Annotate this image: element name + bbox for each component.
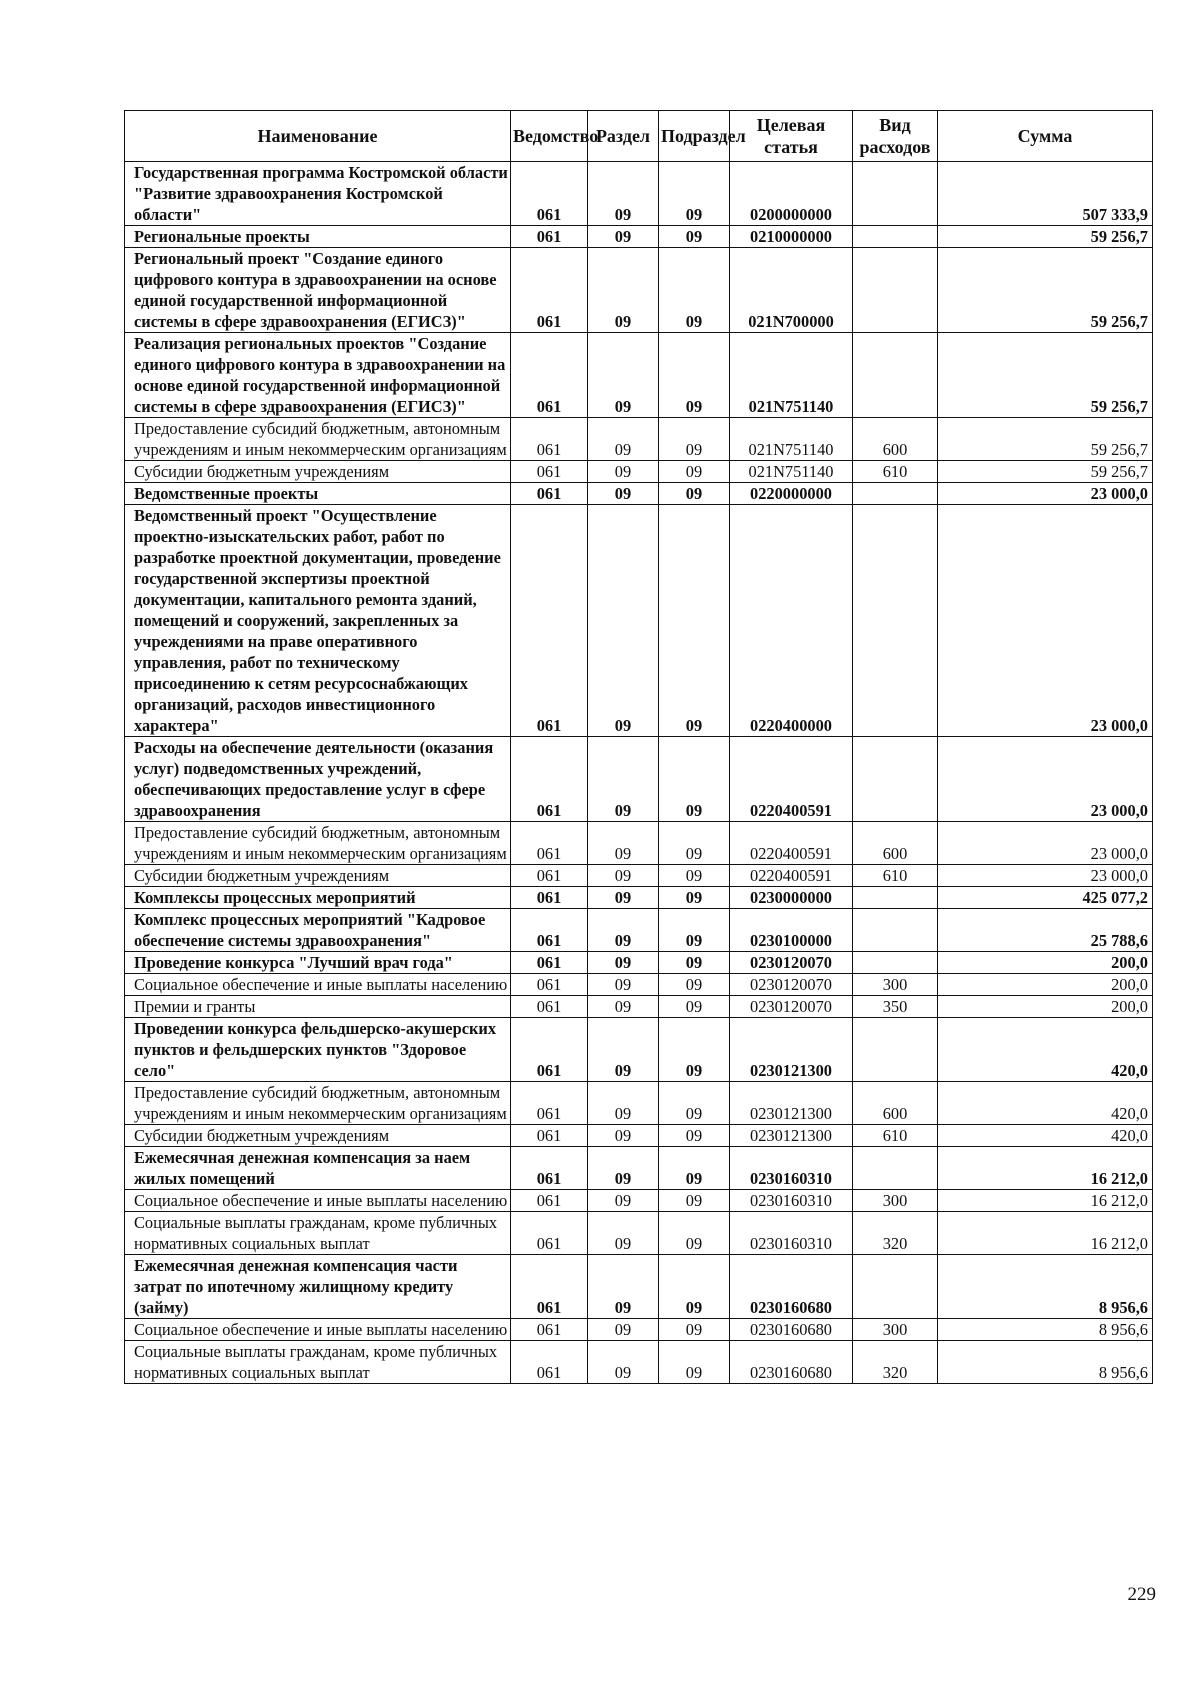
cell-section: 09	[588, 1190, 659, 1212]
cell-sum: 59 256,7	[938, 333, 1153, 418]
cell-name: Комплексы процессных мероприятий	[125, 887, 511, 909]
cell-section: 09	[588, 162, 659, 226]
cell-type	[853, 737, 938, 822]
cell-dept: 061	[511, 1319, 588, 1341]
cell-dept: 061	[511, 1082, 588, 1125]
cell-sum: 59 256,7	[938, 248, 1153, 333]
cell-type	[853, 333, 938, 418]
cell-name: Субсидии бюджетным учреждениям	[125, 461, 511, 483]
cell-target: 0230160310	[730, 1212, 853, 1255]
cell-name: Ежемесячная денежная компенсация за наем жилых помещений	[125, 1147, 511, 1190]
cell-sum: 8 956,6	[938, 1319, 1153, 1341]
cell-section: 09	[588, 865, 659, 887]
cell-dept: 061	[511, 737, 588, 822]
cell-sum: 23 000,0	[938, 822, 1153, 865]
cell-sum: 16 212,0	[938, 1147, 1153, 1190]
cell-target: 0210000000	[730, 226, 853, 248]
cell-target: 0230100000	[730, 909, 853, 952]
cell-dept: 061	[511, 887, 588, 909]
header-type: Вид расходов	[853, 111, 938, 162]
table-row	[125, 483, 1153, 505]
cell-target: 0230121300	[730, 1082, 853, 1125]
cell-target: 0230121300	[730, 1125, 853, 1147]
cell-dept: 061	[511, 1125, 588, 1147]
cell-subsection: 09	[659, 483, 730, 505]
cell-target: 0200000000	[730, 162, 853, 226]
cell-name: Социальное обеспечение и иные выплаты населению	[125, 974, 511, 996]
cell-sum: 16 212,0	[938, 1212, 1153, 1255]
cell-dept: 061	[511, 162, 588, 226]
cell-sum: 59 256,7	[938, 226, 1153, 248]
cell-name: Региональные проекты	[125, 226, 511, 248]
cell-dept: 061	[511, 1255, 588, 1319]
cell-subsection: 09	[659, 952, 730, 974]
header-target: Целевая статья	[730, 111, 853, 162]
cell-dept: 061	[511, 952, 588, 974]
cell-section: 09	[588, 1319, 659, 1341]
cell-dept: 061	[511, 461, 588, 483]
cell-subsection: 09	[659, 505, 730, 737]
cell-section: 09	[588, 226, 659, 248]
cell-section: 09	[588, 887, 659, 909]
cell-target: 0230160310	[730, 1190, 853, 1212]
table-row	[125, 461, 1153, 483]
cell-name: Социальные выплаты гражданам, кроме публичных нормативных социальных выплат	[125, 1341, 511, 1384]
table-row	[125, 162, 1153, 226]
cell-section: 09	[588, 1341, 659, 1384]
table-row	[125, 865, 1153, 887]
cell-subsection: 09	[659, 974, 730, 996]
cell-name: Проведение конкурса "Лучший врач года"	[125, 952, 511, 974]
cell-section: 09	[588, 1147, 659, 1190]
cell-dept: 061	[511, 1147, 588, 1190]
cell-sum: 507 333,9	[938, 162, 1153, 226]
cell-subsection: 09	[659, 333, 730, 418]
cell-dept: 061	[511, 996, 588, 1018]
cell-type: 600	[853, 822, 938, 865]
cell-section: 09	[588, 1212, 659, 1255]
budget-table	[124, 110, 1153, 1384]
cell-type	[853, 226, 938, 248]
cell-dept: 061	[511, 226, 588, 248]
cell-dept: 061	[511, 909, 588, 952]
cell-target: 0230121300	[730, 1018, 853, 1082]
cell-sum: 420,0	[938, 1125, 1153, 1147]
table-row	[125, 1341, 1153, 1384]
cell-subsection: 09	[659, 865, 730, 887]
header-dept: Ведомство	[511, 111, 588, 162]
cell-target: 0230120070	[730, 996, 853, 1018]
header-subsection: Подраздел	[659, 111, 730, 162]
cell-dept: 061	[511, 1190, 588, 1212]
cell-sum: 200,0	[938, 974, 1153, 996]
cell-subsection: 09	[659, 1082, 730, 1125]
cell-section: 09	[588, 974, 659, 996]
cell-type: 300	[853, 1190, 938, 1212]
cell-sum: 25 788,6	[938, 909, 1153, 952]
table-row	[125, 1255, 1153, 1319]
cell-section: 09	[588, 909, 659, 952]
cell-name: Реализация региональных проектов "Создание единого цифрового контура в здравоохранении на основе единой государственной информационной системы в сфере здравоохранения (ЕГИСЗ)"	[125, 333, 511, 418]
cell-section: 09	[588, 248, 659, 333]
cell-name: Субсидии бюджетным учреждениям	[125, 1125, 511, 1147]
cell-section: 09	[588, 1082, 659, 1125]
cell-section: 09	[588, 1255, 659, 1319]
cell-subsection: 09	[659, 1341, 730, 1384]
cell-section: 09	[588, 737, 659, 822]
cell-sum: 23 000,0	[938, 737, 1153, 822]
cell-type: 320	[853, 1212, 938, 1255]
cell-type	[853, 162, 938, 226]
table-row	[125, 909, 1153, 952]
cell-target: 021N751140	[730, 461, 853, 483]
cell-name: Предоставление субсидий бюджетным, автономным учреждениям и иным некоммерческим организациям	[125, 418, 511, 461]
cell-dept: 061	[511, 248, 588, 333]
table-row	[125, 737, 1153, 822]
table-row	[125, 996, 1153, 1018]
cell-type	[853, 1147, 938, 1190]
cell-dept: 061	[511, 483, 588, 505]
table-row	[125, 1082, 1153, 1125]
cell-sum: 59 256,7	[938, 418, 1153, 461]
cell-sum: 200,0	[938, 952, 1153, 974]
cell-name: Ведомственный проект "Осуществление проектно-изыскательских работ, работ по разработке проектной документации, проведение государственной экспертизы проектной документации, капитального ремонта зданий, помещений и сооружений, закрепленных за учреждениями на праве оперативного управления, работ по техническому присоединению к сетям ресурсоснабжающих организаций, расходов инвестиционного характера"	[125, 505, 511, 737]
cell-dept: 061	[511, 822, 588, 865]
cell-section: 09	[588, 996, 659, 1018]
cell-dept: 061	[511, 974, 588, 996]
cell-name: Субсидии бюджетным учреждениям	[125, 865, 511, 887]
cell-type	[853, 505, 938, 737]
cell-name: Социальное обеспечение и иные выплаты населению	[125, 1319, 511, 1341]
cell-subsection: 09	[659, 1319, 730, 1341]
cell-subsection: 09	[659, 418, 730, 461]
cell-subsection: 09	[659, 887, 730, 909]
header-sum: Сумма	[938, 111, 1153, 162]
cell-section: 09	[588, 952, 659, 974]
cell-type: 610	[853, 461, 938, 483]
cell-name: Социальные выплаты гражданам, кроме публичных нормативных социальных выплат	[125, 1212, 511, 1255]
cell-subsection: 09	[659, 1212, 730, 1255]
cell-sum: 23 000,0	[938, 505, 1153, 737]
table-row	[125, 418, 1153, 461]
cell-target: 0230000000	[730, 887, 853, 909]
table-row	[125, 1147, 1153, 1190]
cell-subsection: 09	[659, 1125, 730, 1147]
cell-type: 300	[853, 1319, 938, 1341]
cell-type: 600	[853, 418, 938, 461]
cell-type	[853, 483, 938, 505]
cell-name: Ведомственные проекты	[125, 483, 511, 505]
table-row	[125, 1190, 1153, 1212]
header-name: Наименование	[125, 111, 511, 162]
table-row	[125, 822, 1153, 865]
table-row	[125, 952, 1153, 974]
cell-sum: 16 212,0	[938, 1190, 1153, 1212]
table-body	[125, 162, 1153, 1384]
cell-subsection: 09	[659, 1255, 730, 1319]
cell-section: 09	[588, 461, 659, 483]
cell-target: 0230160680	[730, 1319, 853, 1341]
cell-type: 300	[853, 974, 938, 996]
table-row	[125, 226, 1153, 248]
table-row	[125, 1319, 1153, 1341]
page-number: 229	[1127, 1584, 1156, 1605]
table-row	[125, 1125, 1153, 1147]
table-row	[125, 1212, 1153, 1255]
cell-type	[853, 909, 938, 952]
cell-sum: 8 956,6	[938, 1255, 1153, 1319]
cell-sum: 8 956,6	[938, 1341, 1153, 1384]
cell-type	[853, 1255, 938, 1319]
table-row	[125, 974, 1153, 996]
table-row	[125, 887, 1153, 909]
table-row	[125, 248, 1153, 333]
cell-name: Премии и гранты	[125, 996, 511, 1018]
cell-section: 09	[588, 418, 659, 461]
cell-dept: 061	[511, 505, 588, 737]
cell-sum: 23 000,0	[938, 483, 1153, 505]
cell-name: Государственная программа Костромской области "Развитие здравоохранения Костромской области"	[125, 162, 511, 226]
cell-subsection: 09	[659, 1147, 730, 1190]
cell-subsection: 09	[659, 909, 730, 952]
cell-target: 021N751140	[730, 418, 853, 461]
cell-name: Комплекс процессных мероприятий "Кадровое обеспечение системы здравоохранения"	[125, 909, 511, 952]
cell-subsection: 09	[659, 162, 730, 226]
cell-type: 610	[853, 865, 938, 887]
cell-target: 021N700000	[730, 248, 853, 333]
cell-type	[853, 248, 938, 333]
cell-dept: 061	[511, 1212, 588, 1255]
cell-sum: 59 256,7	[938, 461, 1153, 483]
cell-sum: 200,0	[938, 996, 1153, 1018]
cell-name: Предоставление субсидий бюджетным, автономным учреждениям и иным некоммерческим организациям	[125, 1082, 511, 1125]
cell-name: Социальное обеспечение и иные выплаты населению	[125, 1190, 511, 1212]
cell-subsection: 09	[659, 996, 730, 1018]
cell-target: 021N751140	[730, 333, 853, 418]
table-row	[125, 505, 1153, 737]
header-section: Раздел	[588, 111, 659, 162]
cell-section: 09	[588, 505, 659, 737]
cell-target: 0220000000	[730, 483, 853, 505]
cell-type	[853, 887, 938, 909]
table-row	[125, 1018, 1153, 1082]
cell-subsection: 09	[659, 737, 730, 822]
cell-dept: 061	[511, 865, 588, 887]
cell-type: 320	[853, 1341, 938, 1384]
cell-subsection: 09	[659, 461, 730, 483]
cell-sum: 23 000,0	[938, 865, 1153, 887]
cell-sum: 420,0	[938, 1018, 1153, 1082]
table-header-row	[125, 111, 1153, 162]
cell-target: 0230120070	[730, 974, 853, 996]
cell-target: 0220400000	[730, 505, 853, 737]
cell-name: Региональный проект "Создание единого цифрового контура в здравоохранении на основе единой государственной информационной системы в сфере здравоохранения (ЕГИСЗ)"	[125, 248, 511, 333]
cell-sum: 420,0	[938, 1082, 1153, 1125]
cell-name: Предоставление субсидий бюджетным, автономным учреждениям и иным некоммерческим организациям	[125, 822, 511, 865]
cell-target: 0230160680	[730, 1255, 853, 1319]
cell-type: 350	[853, 996, 938, 1018]
cell-target: 0230160680	[730, 1341, 853, 1384]
cell-subsection: 09	[659, 248, 730, 333]
cell-subsection: 09	[659, 226, 730, 248]
table-row	[125, 333, 1153, 418]
cell-type: 600	[853, 1082, 938, 1125]
cell-subsection: 09	[659, 822, 730, 865]
cell-type: 610	[853, 1125, 938, 1147]
cell-section: 09	[588, 483, 659, 505]
cell-type	[853, 1018, 938, 1082]
cell-target: 0220400591	[730, 737, 853, 822]
cell-section: 09	[588, 333, 659, 418]
cell-dept: 061	[511, 1341, 588, 1384]
cell-target: 0220400591	[730, 822, 853, 865]
cell-dept: 061	[511, 1018, 588, 1082]
cell-subsection: 09	[659, 1018, 730, 1082]
cell-name: Проведении конкурса фельдшерско-акушерских пунктов и фельдшерских пунктов "Здоровое село"	[125, 1018, 511, 1082]
cell-section: 09	[588, 822, 659, 865]
cell-subsection: 09	[659, 1190, 730, 1212]
cell-name: Ежемесячная денежная компенсация части затрат по ипотечному жилищному кредиту (займу)	[125, 1255, 511, 1319]
cell-type	[853, 952, 938, 974]
cell-target: 0220400591	[730, 865, 853, 887]
cell-section: 09	[588, 1125, 659, 1147]
cell-dept: 061	[511, 418, 588, 461]
cell-section: 09	[588, 1018, 659, 1082]
cell-sum: 425 077,2	[938, 887, 1153, 909]
cell-target: 0230160310	[730, 1147, 853, 1190]
cell-name: Расходы на обеспечение деятельности (оказания услуг) подведомственных учреждений, обеспечивающих предоставление услуг в сфере здравоохранения	[125, 737, 511, 822]
cell-dept: 061	[511, 333, 588, 418]
cell-target: 0230120070	[730, 952, 853, 974]
